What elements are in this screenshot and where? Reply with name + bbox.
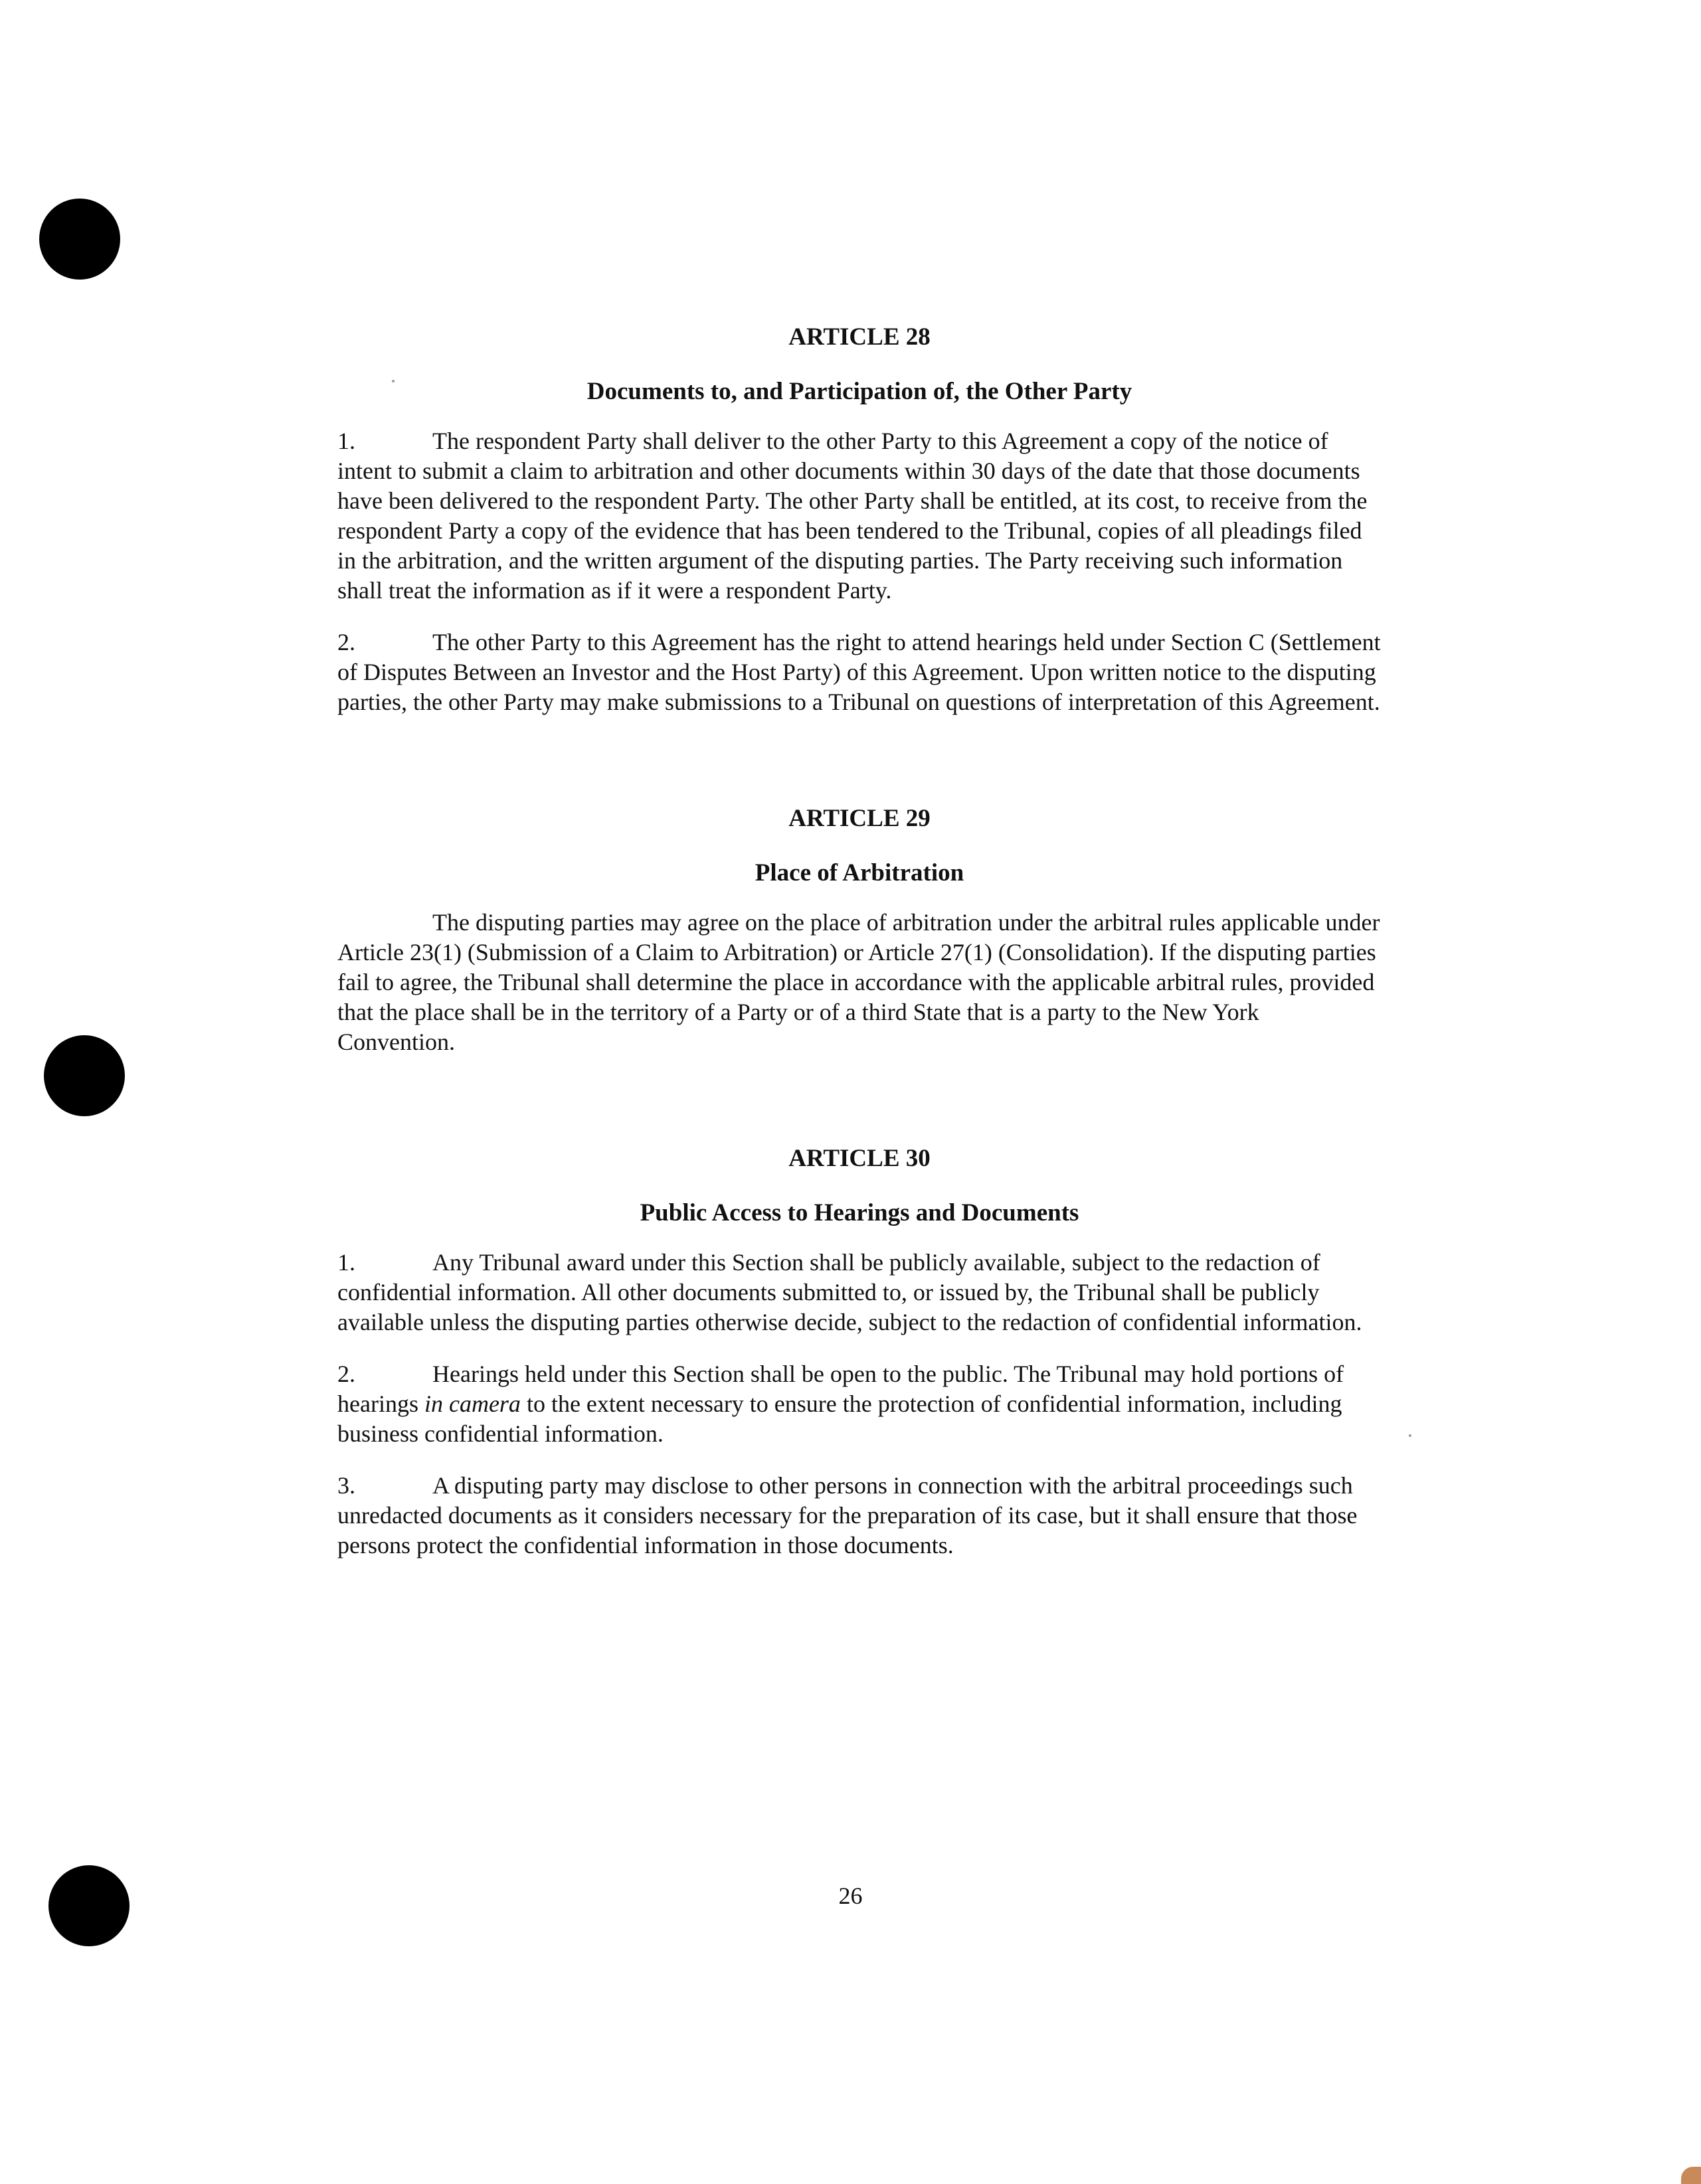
article-paragraph <box>337 1248 1382 1337</box>
paragraph-number: 3. <box>337 1472 355 1499</box>
paragraph-number: 2. <box>337 629 355 655</box>
paragraph-text: Any Tribunal award under this Section shall be publicly available, subject to the redaction of confidential information. All other documents submitted to, or issued by, the Tribunal shall be publicly available unless the disputing parties otherwise decide, subject to the redaction of confidential information. <box>337 1249 1362 1335</box>
paragraph-text: A disputing party may disclose to other persons in connection with the arbitral proceedings such unredacted documents as it considers necessary for the preparation of its case, but it shall ensure that those persons protect the confidential information in those documents. <box>337 1472 1358 1558</box>
article-28 <box>337 317 1382 717</box>
article-heading: Public Access to Hearings and Documents <box>640 1199 1079 1226</box>
article-paragraph <box>337 426 1382 606</box>
article-heading: Documents to, and Participation of, the Other Party <box>586 378 1132 405</box>
paragraph-number: 1. <box>337 428 355 454</box>
scan-speck <box>1409 1434 1411 1437</box>
paragraph-text: The disputing parties may agree on the place of arbitration under the arbitral rules applicable under Article 23(1) (Submission of a Claim to Arbitration) or Article 27(1) (Consolidation). If the disputing parties fail to agree, the Tribunal shall determine the place in accordance with the applicable arbitral rules, provided that the place shall be in the territory of a Party or of a third State that is a party to the New York Convention. <box>337 909 1380 1055</box>
paragraph-text-end: to the extent necessary to ensure the protection of confidential information, including business confidential information. <box>337 1390 1342 1447</box>
article-29 <box>337 799 1382 1057</box>
section-spacer <box>337 739 1382 799</box>
article-30 <box>337 1139 1382 1560</box>
italic-term: in camera <box>424 1390 521 1417</box>
article-paragraph <box>337 1471 1382 1560</box>
paragraph-number: 2. <box>337 1361 355 1387</box>
page-number: 26 <box>838 1883 863 1909</box>
article-heading: Place of Arbitration <box>755 859 964 886</box>
article-paragraph <box>337 628 1382 717</box>
punch-hole <box>39 199 120 280</box>
paragraph-text-start: Hearings held under this Section shall be open to the public. The Tribunal may hold portions of hearings <box>337 1361 1344 1417</box>
article-number: ARTICLE 29 <box>788 805 931 832</box>
punch-hole <box>44 1035 125 1116</box>
article-number: ARTICLE 28 <box>788 323 931 351</box>
scan-corner-mark <box>1681 2167 1701 2184</box>
article-number: ARTICLE 30 <box>788 1145 931 1172</box>
article-paragraph <box>337 1359 1382 1449</box>
section-spacer <box>337 1079 1382 1139</box>
paragraph-text: The respondent Party shall deliver to the other Party to this Agreement a copy of the notice of intent to submit a claim to arbitration and other documents within 30 days of the date that those documents have been delivered to the respondent Party. The other Party shall be entitled, at its cost, to receive from the respondent Party a copy of the evidence that has been tendered to the Tribunal, copies of all pleadings filed in the arbitration, and the written argument of the disputing parties. The Party receiving such information shall treat the information as if it were a respondent Party. <box>337 428 1368 604</box>
article-paragraph <box>337 908 1382 1057</box>
paragraph-text: The other Party to this Agreement has the right to attend hearings held under Section C (Settlement of Disputes Between an Investor and the Host Party) of this Agreement. Upon written notice to the disputing parties, the other Party may make submissions to a Tribunal on questions of interpretation of this Agreement. <box>337 629 1381 715</box>
paragraph-number: 1. <box>337 1249 355 1276</box>
document-body <box>337 317 1382 1582</box>
